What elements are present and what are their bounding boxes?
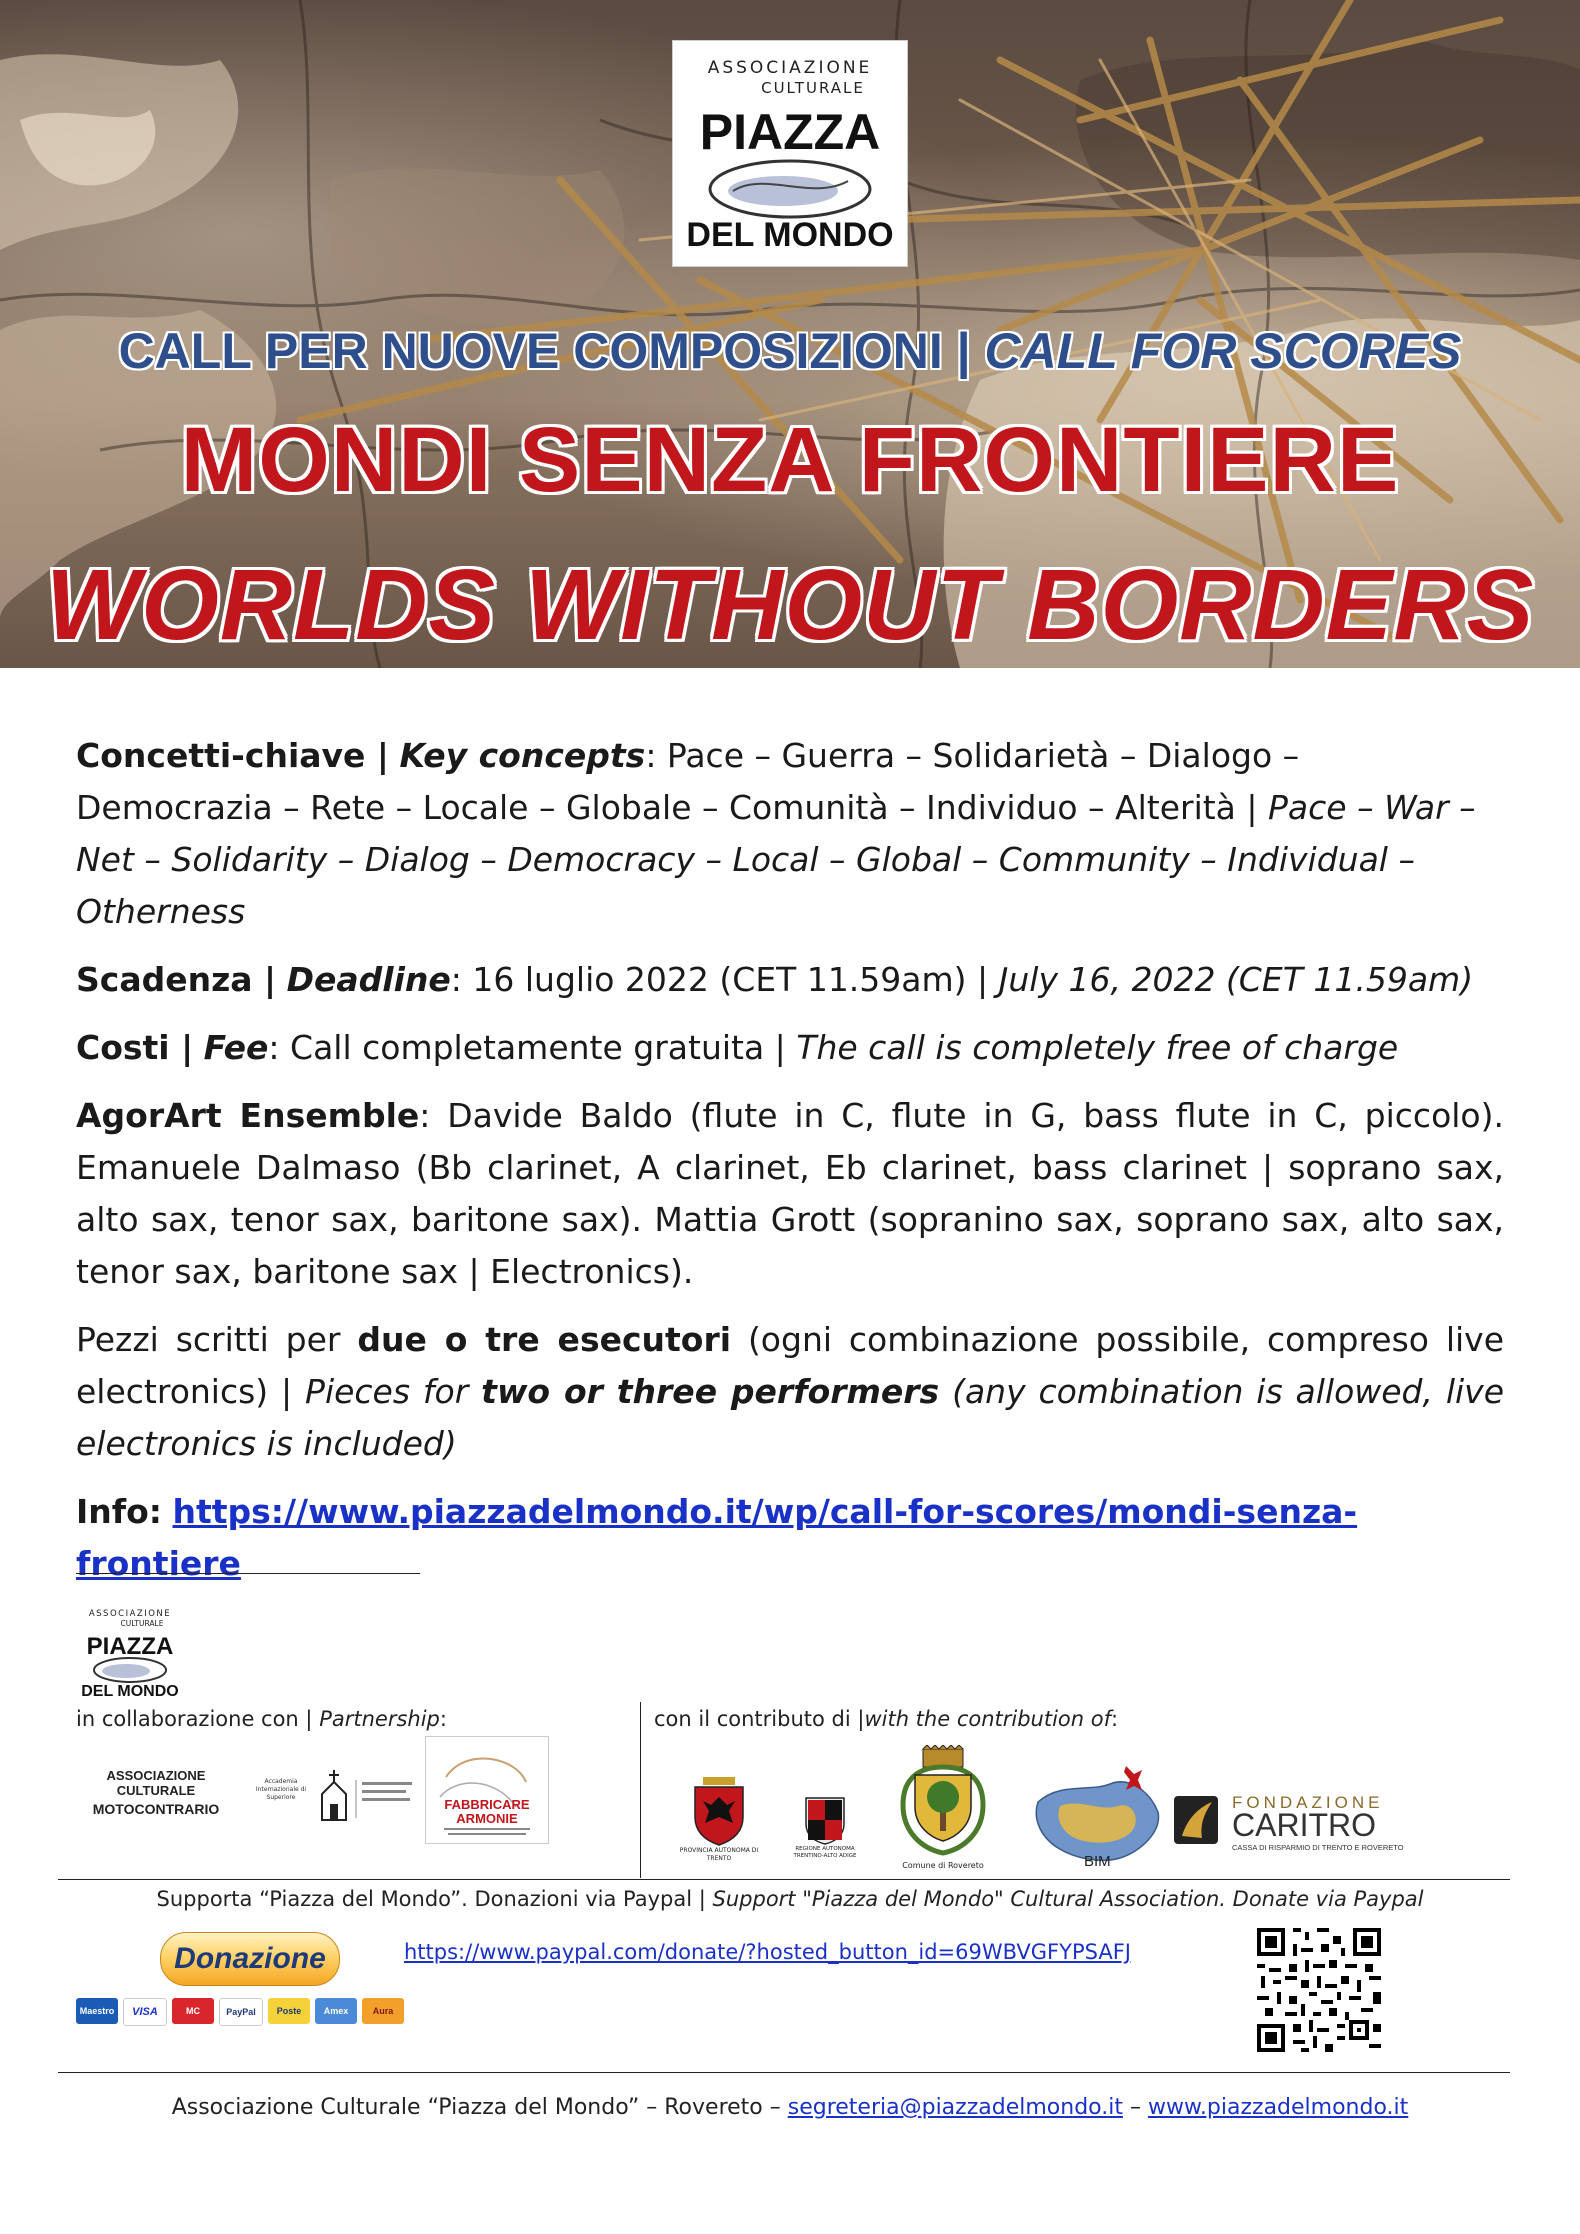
footer-rule — [58, 2072, 1510, 2073]
provincia-trento-caption: PROVINCIA AUTONOMA DI TRENTO — [679, 1847, 759, 1862]
comune-rovereto-caption: Comune di Rovereto — [902, 1860, 984, 1870]
amex-card-icon: Amex — [315, 1998, 357, 2024]
piazza-del-mondo-logo — [672, 40, 908, 267]
info-link[interactable]: https://www.piazzadelmondo.it/wp/call-for-scores/mondi-senza-frontiere — [76, 1492, 1358, 1583]
svg-text:DEL MONDO: DEL MONDO — [81, 1683, 179, 1700]
ensemble-paragraph — [76, 1090, 1504, 1298]
hero-banner — [0, 0, 1580, 668]
ensemble-label: AgorArt Ensemble — [76, 1096, 420, 1135]
contribution-label — [654, 1707, 1118, 1731]
donate-button[interactable]: Donazione — [160, 1932, 340, 1986]
postepay-card-icon: Poste — [268, 1998, 310, 2024]
key-concepts-text-it: : Pace – Guerra – Solidarietà – Dialogo – Democrazia – Rete – Locale – Globale – Comunità – Individuo – Alterità | — [76, 736, 1300, 827]
key-concepts-label-it: Concetti-chiave | — [76, 736, 389, 775]
ensemble-text: : Davide Baldo (flute in C, flute in G, bass flute in C, piccolo). Emanuele Dalmaso (Bb clarinet, A clarinet, Eb clarinet, bass clarinet | soprano sax, alto sax, tenor sax, baritone sax). Mattia Grott (sopranino sax, soprano sax, alto sax, tenor sax, baritone sax | Electronics). — [76, 1096, 1504, 1291]
regione-shield-icon — [802, 1794, 848, 1846]
svg-text:CULTURALE: CULTURALE — [761, 79, 865, 97]
support-text-en: Support "Piazza del Mondo" Cultural Association. Donate via Paypal — [712, 1887, 1424, 1911]
pieces-text-2: (ogni combinazione possibile, compreso live electronics) | — [76, 1320, 1505, 1411]
pieces-performers-it: due o tre esecutori — [357, 1320, 732, 1359]
footer-email-link[interactable]: segreteria@piazzadelmondo.it — [787, 2095, 1123, 2120]
svg-text:CARITRO: CARITRO — [1232, 1807, 1376, 1843]
bim-map-icon — [1030, 1762, 1164, 1874]
support-line — [0, 1887, 1580, 1911]
deadline-text-it: : 16 luglio 2022 (CET 11.59am) | — [450, 960, 989, 999]
title-italian: MONDI SENZA FRONTIERE — [180, 409, 1400, 511]
footnote-rule — [76, 1573, 420, 1574]
motocontrario-line1: ASSOCIAZIONE — [106, 1767, 206, 1783]
regione-trentino-caption: REGIONE AUTONOMA TRENTINO-ALTO ADIGE — [793, 1846, 857, 1859]
comune-rovereto-logo — [888, 1740, 998, 1874]
svg-text:FONDAZIONE: FONDAZIONE — [1232, 1793, 1384, 1812]
fondazione-caritro-logo — [1172, 1786, 1418, 1856]
fee-paragraph — [76, 1022, 1504, 1074]
pieces-text-1: Pezzi scritti per — [76, 1320, 341, 1359]
deadline-paragraph — [76, 954, 1504, 1006]
deadline-label-en: Deadline — [286, 960, 451, 999]
svg-text:CULTURALE: CULTURALE — [120, 1619, 164, 1628]
svg-text:PIAZZA: PIAZZA — [86, 1633, 174, 1660]
qr-code-icon[interactable] — [1253, 1924, 1385, 2056]
visa-card-icon: VISA — [123, 1998, 167, 2026]
call-heading-en: CALL FOR SCORES — [984, 323, 1462, 379]
logo-graphic — [673, 41, 907, 266]
deadline-text-en: July 16, 2022 (CET 11.59am) — [998, 960, 1474, 999]
footer-text: Associazione Culturale “Piazza del Mondo” – Rovereto – — [171, 2095, 781, 2120]
accademia-church-icon — [250, 1760, 420, 1830]
call-heading-it: CALL PER NUOVE COMPOSIZIONI | — [118, 323, 971, 379]
footer-separator: – — [1129, 2095, 1141, 2120]
partners-divider — [640, 1702, 641, 1878]
call-heading — [0, 322, 1580, 380]
contribution-label-colon: : — [1111, 1707, 1119, 1731]
aura-card-icon: Aura — [362, 1998, 404, 2024]
piazza-del-mondo-small-logo — [76, 1600, 184, 1700]
svg-text:PIAZZA: PIAZZA — [699, 104, 881, 160]
pieces-paragraph — [76, 1314, 1504, 1470]
regione-trentino-logo — [790, 1782, 860, 1872]
paypal-card-icon: PayPal — [219, 1998, 263, 2026]
info-label: Info: — [76, 1492, 162, 1531]
partnership-label-en: Partnership — [319, 1707, 440, 1731]
contribution-label-en: with the contribution of — [864, 1707, 1112, 1731]
key-concepts-label-en: Key concepts — [399, 736, 646, 775]
svg-text:ASSOCIAZIONE: ASSOCIAZIONE — [88, 1609, 172, 1619]
fee-text-it: : Call completamente gratuita | — [268, 1028, 786, 1067]
footer — [0, 2095, 1580, 2120]
fee-label-en: Fee — [203, 1028, 269, 1067]
partnership-label — [76, 1707, 447, 1731]
title-english: WORLDS WITHOUT BORDERS — [45, 549, 1535, 661]
fee-label-it: Costi | — [76, 1028, 194, 1067]
pieces-performers-en: two or three performers — [481, 1372, 940, 1411]
rovereto-crest-icon — [893, 1745, 993, 1861]
motocontrario-logo — [76, 1752, 236, 1832]
fee-text-en: The call is completely free of charge — [796, 1028, 1399, 1067]
mastercard-card-icon: MC — [172, 1998, 214, 2024]
svg-text:CASSA DI RISPARMIO DI TRENTO E: CASSA DI RISPARMIO DI TRENTO E ROVERETO — [1232, 1843, 1404, 1852]
svg-text:ARMONIE: ARMONIE — [456, 1811, 518, 1826]
svg-text:BIM: BIM — [1084, 1853, 1111, 1870]
pieces-text-3: Pieces for — [305, 1372, 469, 1411]
partnership-label-colon: : — [439, 1707, 447, 1731]
payment-cards — [76, 1998, 404, 2026]
motocontrario-line3: MOTOCONTRARIO — [92, 1800, 220, 1817]
contribution-label-it: con il contributo di | — [654, 1707, 865, 1731]
pieces-text-4: (any combination is allowed, live electronics is included) — [76, 1372, 1505, 1463]
guitar-icon — [426, 1737, 548, 1843]
fabbricare-armonie-logo — [425, 1736, 549, 1844]
support-top-rule — [58, 1879, 1510, 1880]
motocontrario-line2: CULTURALE — [116, 1782, 196, 1798]
svg-text:ASSOCIAZIONE: ASSOCIAZIONE — [707, 58, 873, 78]
paypal-donate-link[interactable]: https://www.paypal.com/donate/?hosted_button_id=69WBVGFYPSAFJ — [404, 1940, 1131, 1964]
provincia-trento-logo — [676, 1764, 762, 1874]
bim-logo — [1030, 1762, 1164, 1874]
support-text-it: Supporta “Piazza del Mondo”. Donazioni via Paypal | — [156, 1887, 706, 1911]
caritro-icon — [1172, 1786, 1418, 1856]
accademia-text: Accademia Internazionale di Superiore — [255, 1778, 307, 1801]
eagle-shield-icon — [689, 1775, 749, 1847]
footer-website-link[interactable]: www.piazzadelmondo.it — [1147, 2095, 1409, 2120]
partnership-label-it: in collaborazione con | — [76, 1707, 313, 1731]
svg-text:FABBRICARE: FABBRICARE — [444, 1797, 530, 1812]
svg-text:DEL MONDO: DEL MONDO — [686, 216, 894, 254]
key-concepts-paragraph — [76, 730, 1504, 938]
info-paragraph — [76, 1486, 1504, 1590]
key-concepts-text-en: Pace – War – Net – Solidarity – Dialog – Democracy – Local – Global – Community – Individual – Otherness — [76, 788, 1476, 931]
call-details — [76, 730, 1504, 1606]
maestro-card-icon: Maestro — [76, 1998, 118, 2024]
deadline-label-it: Scadenza | — [76, 960, 277, 999]
accademia-logo — [250, 1760, 420, 1830]
